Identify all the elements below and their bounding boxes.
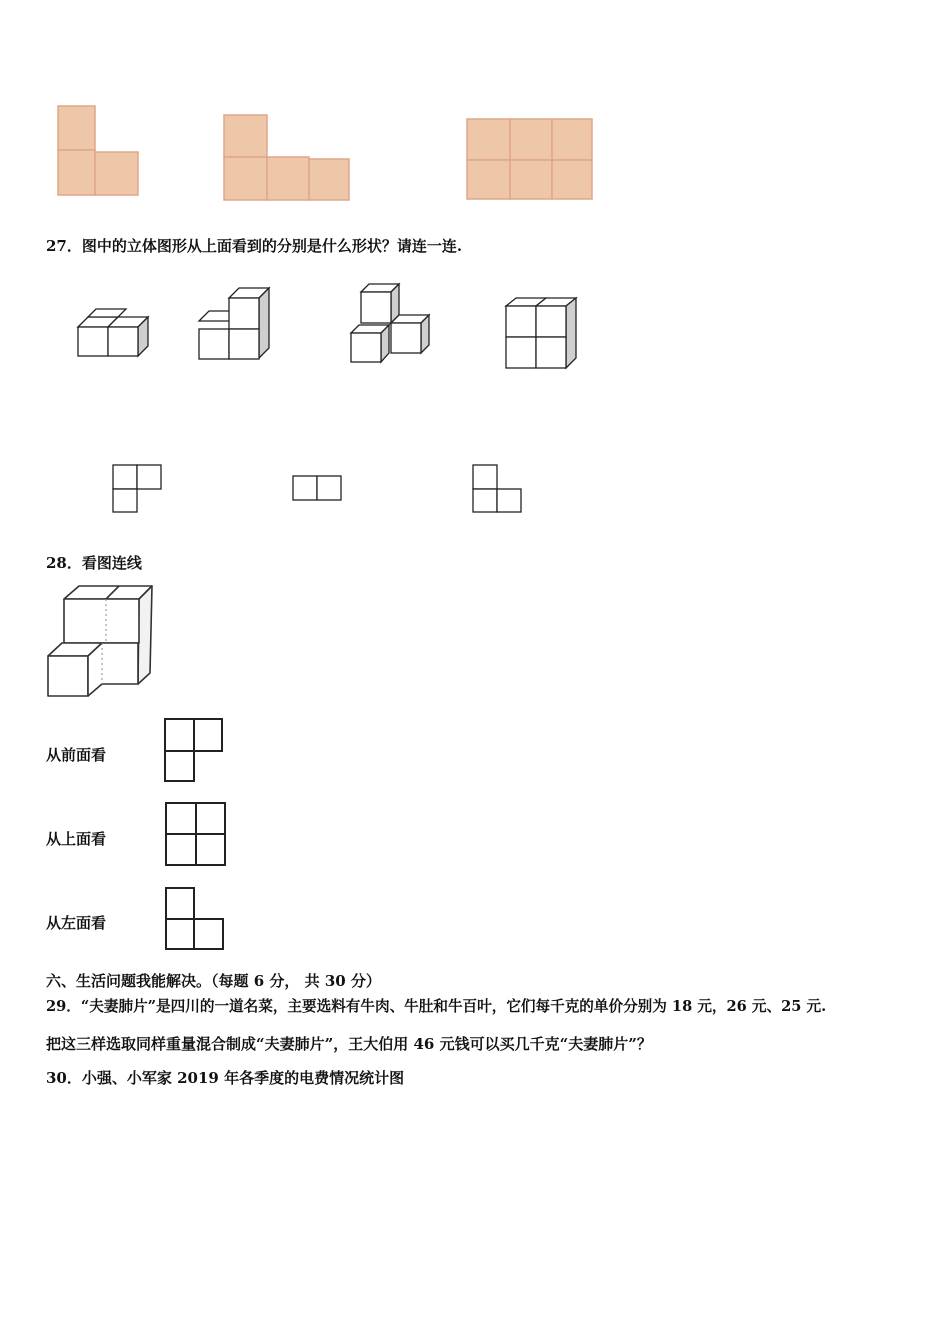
solid-figure-3 xyxy=(349,282,434,367)
view-figure-2 xyxy=(222,113,354,203)
view-label-top: 从上面看 xyxy=(46,830,107,848)
view-front-grid[interactable] xyxy=(162,716,227,786)
question-28-title: 28．看图连线 xyxy=(46,554,142,572)
view-figure-3 xyxy=(465,117,597,202)
top-view-option-3[interactable] xyxy=(471,463,526,515)
top-view-option-1[interactable] xyxy=(111,463,166,515)
view-label-left: 从左面看 xyxy=(46,914,107,932)
question-29-line-2: 把这三样选取同样重量混合制成“夫妻肺片”，王大伯用 46 元钱可以买几千克“夫妻肺片”？ xyxy=(46,1035,652,1053)
top-view-option-2[interactable] xyxy=(291,474,346,504)
question-29-line-1: 29．“夫妻肺片”是四川的一道名菜，主要选料有牛肉、牛肚和牛百叶，它们每千克的单价分别为 18 元，26 元、25 元. xyxy=(46,998,827,1015)
view-left-grid[interactable] xyxy=(163,885,228,955)
solid-figure-2 xyxy=(197,288,272,363)
solid-figure-4 xyxy=(504,296,584,371)
question-27-text: 27．图中的立体图形从上面看到的分别是什么形状？请连一连. xyxy=(46,237,463,255)
view-top-grid[interactable] xyxy=(163,800,229,870)
sketch-solid-figure xyxy=(44,584,159,702)
solid-figure-1 xyxy=(76,305,151,360)
section-6-heading: 六、生活问题我能解决。（每题 6 分， 共 30 分） xyxy=(46,972,381,990)
view-label-front: 从前面看 xyxy=(46,746,107,764)
view-figure-1 xyxy=(56,104,146,199)
question-30-text: 30．小强、小军家 2019 年各季度的电费情况统计图 xyxy=(46,1069,405,1087)
